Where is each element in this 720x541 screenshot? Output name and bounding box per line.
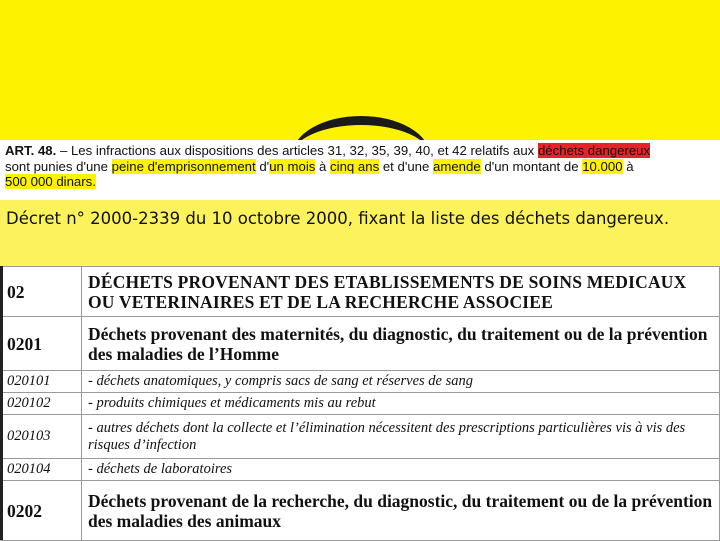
table-row <box>1 317 720 371</box>
table-row <box>1 267 720 317</box>
article-48-text <box>0 140 720 196</box>
article-line-3 <box>5 174 720 190</box>
waste-code: 020104 <box>1 459 82 481</box>
article-text-part: d'un montant de <box>480 158 583 174</box>
waste-code: 0201 <box>1 317 82 371</box>
article-text-part: et d'une <box>379 158 434 174</box>
waste-code: 0202 <box>1 481 82 541</box>
article-text-part: d' <box>255 158 270 174</box>
article-line-2 <box>5 159 720 175</box>
waste-code: 020102 <box>1 393 82 415</box>
article-text-part: à <box>622 158 634 174</box>
decree-title: Décret n° 2000-2339 du 10 octobre 2000, fixant la liste des déchets dangereux. <box>6 209 670 228</box>
waste-description: - produits chimiques et médicaments mis au rebut <box>82 393 720 415</box>
article-text-part: – Les infractions aux dispositions des articles 31, 32, 35, 39, 40, et 42 relatifs aux <box>56 143 538 158</box>
waste-list-table <box>0 266 720 541</box>
waste-code: 020101 <box>1 371 82 393</box>
table-row <box>1 481 720 541</box>
highlight-500000-dinars: 500 000 dinars. <box>5 174 96 189</box>
article-line-1 <box>5 143 720 159</box>
table-row <box>1 371 720 393</box>
highlight-montant: 10.000 <box>582 158 623 174</box>
waste-description: - déchets de laboratoires <box>82 459 720 481</box>
article-label: ART. 48. <box>5 143 57 158</box>
highlight-amende: amende <box>433 158 481 174</box>
waste-code: 020103 <box>1 415 82 459</box>
table-left-border <box>0 266 3 540</box>
decree-title-box <box>0 200 720 266</box>
waste-description: - autres déchets dont la collecte et l’élimination nécessitent des prescriptions particulières vis à vis des risques d’infection <box>82 415 720 459</box>
waste-description: Déchets provenant de la recherche, du diagnostic, du traitement ou de la prévention des maladies des animaux <box>82 481 720 541</box>
highlight-un-mois: un mois <box>269 158 316 174</box>
article-text-part: à <box>315 158 331 174</box>
highlight-peine: peine d'emprisonnement <box>111 158 256 174</box>
table-row <box>1 415 720 459</box>
waste-description: - déchets anatomiques, y compris sacs de sang et réserves de sang <box>82 371 720 393</box>
table-row <box>1 393 720 415</box>
waste-description: DÉCHETS PROVENANT DES ETABLISSEMENTS DE SOINS MEDICAUX OU VETERINAIRES ET DE LA RECHERCHE ASSOCIEE <box>82 267 720 317</box>
table-row <box>1 459 720 481</box>
waste-code: 02 <box>1 267 82 317</box>
waste-description: Déchets provenant des maternités, du diagnostic, du traitement ou de la prévention des maladies de l’Homme <box>82 317 720 371</box>
highlight-dechets-dangereux: déchets dangereux <box>537 143 651 158</box>
highlight-cinq-ans: cinq ans <box>330 158 380 174</box>
article-text-part: sont punies d'une <box>5 158 112 174</box>
